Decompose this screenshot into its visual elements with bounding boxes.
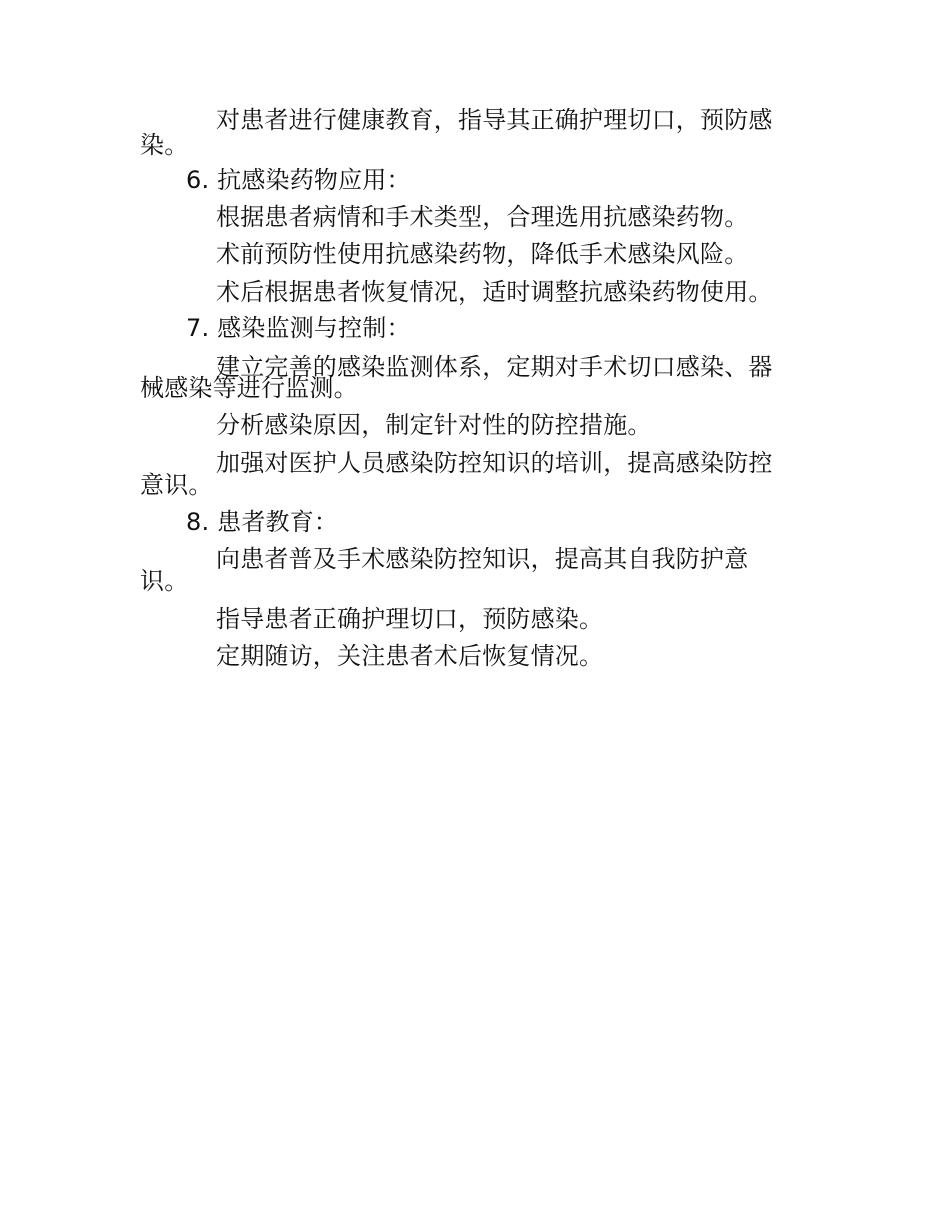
text-line: 建立完善的感染监测体系，定期对手术切口感染、器 <box>216 353 773 381</box>
text-line: 根据患者病情和手术类型，合理选用抗感染药物。 <box>216 203 749 231</box>
text-line: 分析感染原因，制定针对性的防控措施。 <box>216 411 652 439</box>
section-heading: 6. 抗感染药物应用： <box>186 166 411 194</box>
text-line: 加强对医护人员感染防控知识的培训，提高感染防控 <box>216 449 773 477</box>
text-line: 对患者进行健康教育，指导其正确护理切口，预防感 <box>216 106 773 134</box>
text-line: 指导患者正确护理切口，预防感染。 <box>216 605 604 633</box>
section-heading: 7. 感染监测与控制： <box>186 314 411 342</box>
text-line: 术前预防性使用抗感染药物，降低手术感染风险。 <box>216 240 749 268</box>
text-line: 识。 <box>140 567 189 595</box>
text-line: 意识。 <box>140 471 213 499</box>
text-line: 械感染等进行监测。 <box>140 374 358 402</box>
text-line: 定期随访，关注患者术后恢复情况。 <box>216 642 604 670</box>
section-heading: 8. 患者教育： <box>186 508 339 536</box>
text-line: 术后根据患者恢复情况，适时调整抗感染药物使用。 <box>216 278 773 306</box>
text-line: 染。 <box>140 131 189 159</box>
text-line: 向患者普及手术感染防控知识，提高其自我防护意 <box>216 545 749 573</box>
